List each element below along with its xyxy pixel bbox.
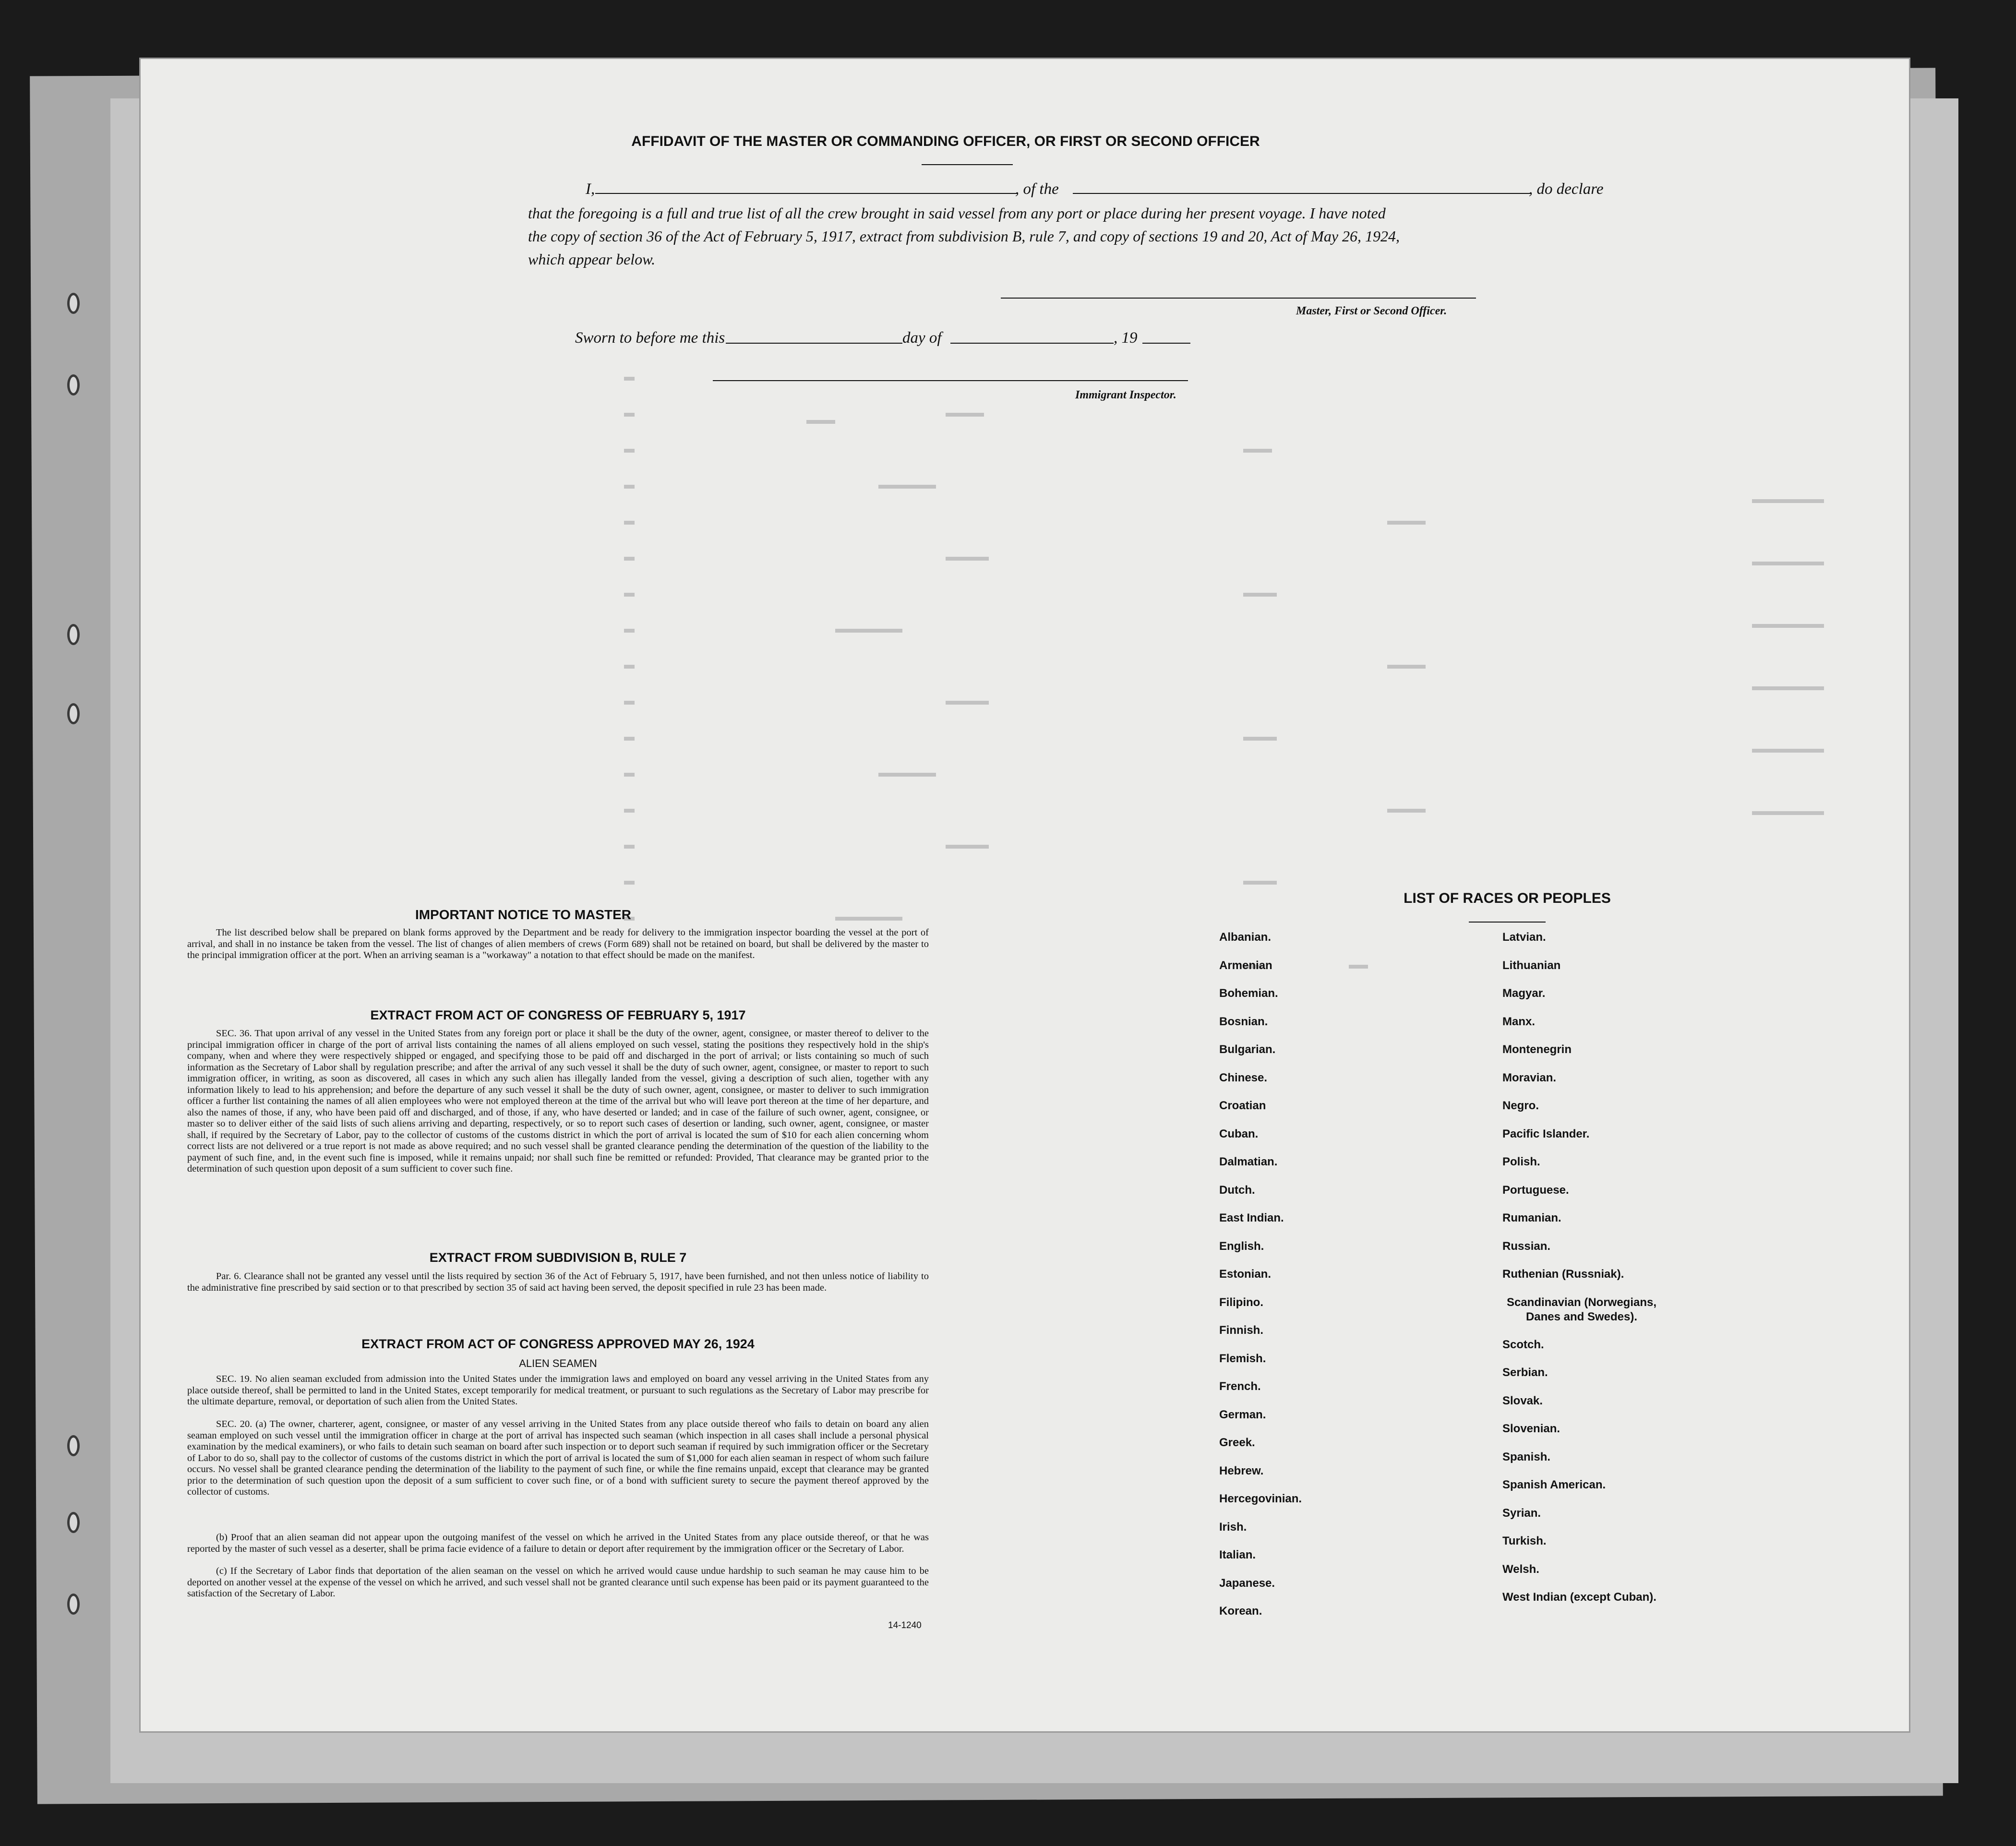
sworn-month-field[interactable] — [950, 343, 1114, 344]
races-column-1 — [1219, 930, 1459, 1636]
race-item: Syrian. — [1502, 1506, 1541, 1520]
race-item: Cuban. — [1219, 1127, 1259, 1140]
race-item: Estonian. — [1219, 1268, 1272, 1281]
race-item: Japanese. — [1219, 1576, 1275, 1590]
notice-text: The list described below shall be prepared on blank forms approved by the Department and be ready for delivery to the immigration inspector boarding the vessel at the port of arrival, and shall in no instance be taken from the vessel. The list of changes of alien members of crews (Form 689) shall not be retained on board, but shall be delivered by the master to the principal immigration officer at the port. When an arriving seaman is a "workaway" a notation to that effect should be made on the manifest. — [187, 927, 929, 960]
race-item: West Indian (except Cuban). — [1502, 1591, 1656, 1604]
master-signature-line[interactable] — [1001, 298, 1476, 299]
race-item: Pacific Islander. — [1502, 1127, 1590, 1140]
notice-title: IMPORTANT NOTICE TO MASTER — [415, 907, 632, 922]
race-item: Lithuanian — [1502, 959, 1561, 972]
race-item: Serbian. — [1502, 1366, 1548, 1379]
race-item: Flemish. — [1219, 1352, 1266, 1365]
race-item: Negro. — [1502, 1099, 1539, 1112]
affidavit-statement: that the foregoing is a full and true list of all the crew brought in said vessel from any port or place during her present voyage. I have noted — [528, 204, 1386, 222]
declare-suffix: , do declare — [1529, 180, 1604, 198]
race-item: Korean. — [1219, 1605, 1262, 1618]
form-number: 14-1240 — [888, 1620, 922, 1630]
sec20c-text: (c) If the Secretary of Labor finds that deportation of the alien seaman on the vessel on which he arrived would cause undue hardship to such seaman he may cause him to be deported on another vessel at the expense of the vessel on which he arrived, and such vessel shall not be granted clearance until such expense has been paid or its payment guaranteed to the satisfaction of the Secretary of Labor. — [187, 1566, 929, 1599]
race-item: Scandinavian (Norwegians, Danes and Swedes). — [1506, 1295, 1657, 1323]
punch-hole — [67, 374, 80, 396]
race-item: East Indian. — [1219, 1211, 1284, 1224]
punch-hole — [67, 703, 80, 724]
race-item: Bulgarian. — [1219, 1043, 1276, 1056]
race-item: Armenian — [1219, 959, 1272, 972]
race-item: Spanish. — [1502, 1450, 1551, 1463]
punch-hole — [67, 293, 80, 314]
race-item: Bohemian. — [1219, 987, 1278, 1000]
race-item: Irish. — [1219, 1520, 1247, 1534]
race-item: Rumanian. — [1502, 1211, 1561, 1224]
race-item: Ruthenian (Russniak). — [1502, 1268, 1624, 1281]
day-of-label: day of — [902, 329, 942, 347]
year-label: , 19 — [1114, 329, 1138, 347]
race-item: Chinese. — [1219, 1071, 1268, 1084]
affidavit-statement: which appear below. — [528, 251, 656, 268]
race-item: Moravian. — [1502, 1071, 1557, 1084]
races-title: LIST OF RACES OR PEOPLES — [1404, 890, 1611, 906]
race-item: Italian. — [1219, 1548, 1256, 1561]
race-item: English. — [1219, 1239, 1264, 1253]
punch-hole — [67, 1435, 80, 1456]
inspector-label: Immigrant Inspector. — [1075, 389, 1176, 401]
race-item: Latvian. — [1502, 931, 1546, 944]
vessel-prefix: , of the — [1015, 180, 1059, 198]
punch-hole — [67, 624, 80, 645]
sec20a-text: SEC. 20. (a) The owner, charterer, agent, consignee, or master of any vessel arriving in the United States from any place outside thereof who fails to detain on board any alien seaman employed on such vessel until the immigration officer in charge at the port of arrival has inspected such seaman (which inspection in all cases shall include a personal physical examination by the medical examiners), or who fails to detain such seaman on board after such inspection or to deport such seaman if required by such immigration officer or the Secretary of Labor to do so, shall pay to the collector of customs of the customs district in which the port of arrival is located the sum of $1,000 for each alien seaman in respect of whom such failure occurs. No vessel shall be granted clearance pending the determination of the liability to the payment of such fine, or while the fine remains unpaid, except that clearance may be granted prior to the determination of such question upon the deposit of a sum sufficient to cover such fine, or of a bond with sufficient surety to secure the payment thereof approved by the collector of customs. — [187, 1419, 929, 1497]
extract-1917-text: SEC. 36. That upon arrival of any vessel in the United States from any foreign port or place it shall be the duty of the owner, agent, consignee, or master thereof to deliver to the principal immigration officer in charge of the port of arrival lists containing the names of all aliens employed on such vessel, stating the positions they respectively hold in the ship's company, when and where they were respectively shipped or engaged, and specifying those to be paid off and discharged in the port of arrival; or lists containing so much of such information as the Secretary of Labor shall by regulation prescribe; and after the arrival of any such vessel it shall be the duty of such owner, agent, consignee, or master to report to such immigration officer, in writing, as soon as discovered, all cases in which any such alien has illegally landed from the vessel, giving a description of such alien, together with any information likely to lead to his apprehension; and before the departure of any such vessel it shall be the duty of such owner, agent, consignee, or master to deliver to such immigration officer a further list containing the names of all alien employees who were not employed thereon at the time of the arrival but who will leave port thereon at the time of her departure, and also the names of those, if any, who have been paid off and discharged, and of those, if any, who have deserted or landed; and in case of the failure of such owner, agent, consignee, or master so to deliver either of the said lists of such aliens arriving and departing, respectively, or so to report such cases of desertion or landing, such owner, agent, consignee, or master shall, if required by the Secretary of Labor, pay to the collector of customs of the customs district in which the port of arrival is located the sum of $10 for each alien concerning whom correct lists are not delivered or a true report is not made as above required; and no such vessel shall be granted clearance pending the determination of the question of the liability to the payment of such fine, and, in the event such fine is imposed, while it remains unpaid; nor shall such fine be remitted or refunded: Provided, That clearance may be granted prior to the determination of such question upon deposit of a sum sufficient to cover such fine. — [187, 1028, 929, 1174]
race-item: Turkish. — [1502, 1534, 1547, 1547]
race-item: French. — [1219, 1380, 1261, 1393]
race-item: Dutch. — [1219, 1183, 1255, 1197]
race-item: Magyar. — [1502, 987, 1546, 1000]
race-item: Filipino. — [1219, 1295, 1263, 1309]
master-signature-label: Master, First or Second Officer. — [1296, 305, 1447, 317]
race-item: Hebrew. — [1219, 1464, 1264, 1477]
punch-hole — [67, 1512, 80, 1533]
vessel-name-field[interactable] — [1073, 193, 1531, 194]
declarant-name-field[interactable] — [595, 193, 1018, 194]
race-item: Slovenian. — [1502, 1422, 1560, 1435]
race-item: Polish. — [1502, 1155, 1540, 1168]
race-item: Bosnian. — [1219, 1015, 1268, 1028]
race-item: Russian. — [1502, 1239, 1551, 1253]
extract-1924-title: EXTRACT FROM ACT OF CONGRESS APPROVED MAY 26, 1924 — [361, 1337, 755, 1351]
race-item: Croatian — [1219, 1099, 1266, 1112]
sec20b-text: (b) Proof that an alien seaman did not appear upon the outgoing manifest of the vessel on which he arrived in the United States from any place outside thereof, or that he was reported by the master of such vessel as a deserter, shall be prima facie evidence of a failure to detain or deport after requirement by the immigration officer or the Secretary of Labor. — [187, 1532, 929, 1554]
race-item: Portuguese. — [1502, 1183, 1569, 1197]
race-item: Hercegovinian. — [1219, 1492, 1302, 1505]
sworn-label: Sworn to before me this — [575, 329, 725, 347]
divider — [1469, 922, 1546, 923]
race-item: German. — [1219, 1408, 1266, 1421]
race-item: Dalmatian. — [1219, 1155, 1278, 1168]
sec19-text: SEC. 19. No alien seaman excluded from admission into the United States under the immigration laws and employed on board any vessel arriving in the United States from any place outside thereof, shall be permitted to land in the United States, except temporarily for medical treatment, or pursuant to such regulations as the Secretary of Labor may prescribe for the ultimate departure, removal, or deportation of such alien from the United States. — [187, 1374, 929, 1407]
extract-rule7-text: Par. 6. Clearance shall not be granted any vessel until the lists required by section 36 of the Act of February 5, 1917, have been furnished, and not then unless notice of liability to the administrative fine prescribed by said section or to that prescribed by section 35 of said act having been served, the deposit specified in rule 23 has been made. — [187, 1271, 929, 1293]
race-item: Greek. — [1219, 1436, 1255, 1449]
sworn-day-field[interactable] — [726, 343, 902, 344]
sworn-year-field[interactable] — [1142, 343, 1190, 344]
inspector-signature-line[interactable] — [713, 380, 1188, 381]
race-item: Welsh. — [1502, 1562, 1539, 1576]
form-sheet — [139, 58, 1910, 1733]
extract-1924-subtitle: ALIEN SEAMEN — [519, 1357, 597, 1369]
declarant-prefix: I, — [586, 180, 595, 198]
race-item: Slovak. — [1502, 1394, 1543, 1407]
race-item: Scotch. — [1502, 1338, 1544, 1351]
extract-rule7-title: EXTRACT FROM SUBDIVISION B, RULE 7 — [429, 1250, 687, 1265]
race-item: Spanish American. — [1502, 1478, 1606, 1491]
extract-1917-title: EXTRACT FROM ACT OF CONGRESS OF FEBRUARY 5, 1917 — [370, 1008, 746, 1022]
race-item: Montenegrin — [1502, 1043, 1572, 1056]
race-item: Manx. — [1502, 1015, 1536, 1028]
punch-hole — [67, 1594, 80, 1615]
affidavit-statement: the copy of section 36 of the Act of February 5, 1917, extract from subdivision B, rule 7, and copy of sections 19 and 20, Act of May 26, 1924, — [528, 228, 1400, 245]
races-column-2 — [1502, 930, 1771, 1636]
divider — [922, 164, 1013, 165]
race-item: Finnish. — [1219, 1324, 1263, 1337]
race-item: Albanian. — [1219, 931, 1272, 944]
affidavit-title: AFFIDAVIT OF THE MASTER OR COMMANDING OFFICER, OR FIRST OR SECOND OFFICER — [631, 133, 1260, 149]
